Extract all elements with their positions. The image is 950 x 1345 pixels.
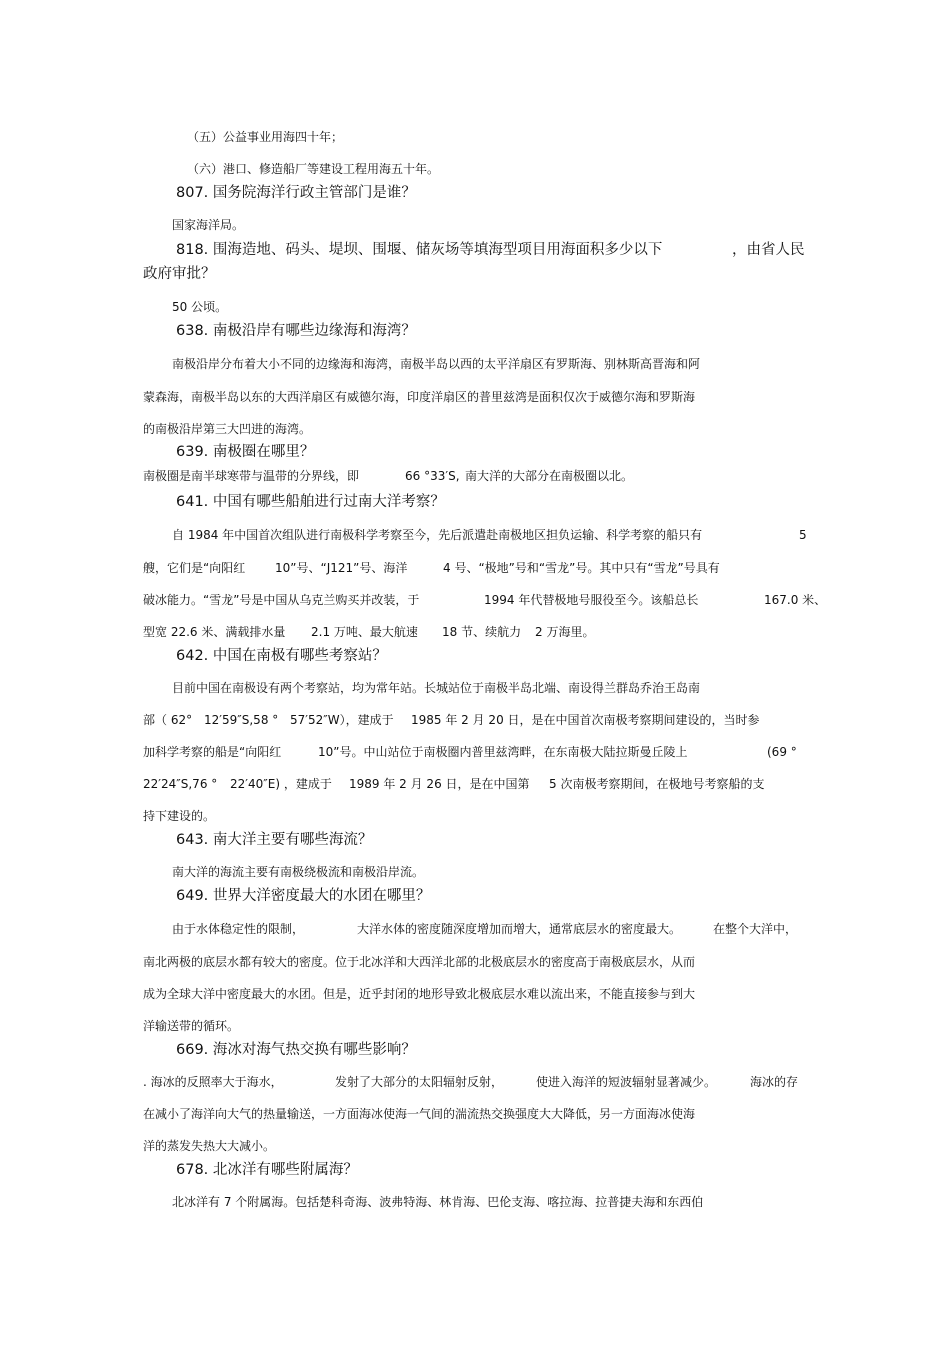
answer-text: 5 次南极考察期间，在极地号考察船的支: [549, 777, 765, 791]
text-line: （六）港口、修造船厂等建设工程用海五十年。: [187, 162, 440, 176]
answer-text: 目前中国在南极设有两个考察站，均为常年站。长城站位于南极半岛北端、南设得兰群岛乔治王岛南: [172, 681, 701, 695]
answer-text: 海冰的存: [750, 1075, 799, 1089]
answer-text: 洋输送带的循环。: [143, 1019, 240, 1033]
answer-text: 22′40″E) ，建成于: [230, 777, 332, 791]
answer-text: 洋的蒸发失热大大减小。: [143, 1139, 276, 1153]
answer-text: 南大洋的大部分在南极圈以北。: [465, 469, 634, 483]
answer-text: 南极圈是南半球寒带与温带的分界线，即: [143, 469, 360, 483]
question-heading: 642. 中国在南极有哪些考察站？: [176, 648, 387, 664]
question-heading: 669. 海冰对海气热交换有哪些影响？: [176, 1042, 416, 1058]
answer-text: 22′24″S,76 °: [143, 777, 218, 791]
answer-text: 2 万海里。: [535, 625, 595, 639]
answer-text: 南大洋的海流主要有南极绕极流和南极沿岸流。: [172, 865, 425, 879]
question-heading: 649. 世界大洋密度最大的水团在哪里？: [176, 888, 431, 904]
answer-text: 艘，它们是“向阳红: [143, 561, 246, 575]
question-heading: 政府审批？: [143, 266, 216, 282]
question-heading: 638. 南极沿岸有哪些边缘海和海湾？: [176, 323, 416, 339]
answer-text: 66 °33′S,: [405, 469, 460, 483]
answer-text: 国家海洋局。: [172, 218, 245, 232]
answer-text: (69 °: [767, 745, 797, 759]
answer-text: 1989 年 2 月 26 日，是在中国第: [349, 777, 530, 791]
answer-text: 部（ 62°: [143, 713, 193, 727]
question-heading: 639. 南极圈在哪里？: [176, 444, 315, 460]
answer-text: 50 公顷。: [172, 300, 228, 314]
answer-text: 的南极沿岸第三大凹进的海湾。: [143, 422, 312, 436]
answer-text: 由于水体稳定性的限制，: [172, 922, 305, 936]
question-heading: 678. 北冰洋有哪些附属海？: [176, 1162, 358, 1178]
answer-text: 南极沿岸分布着大小不同的边缘海和海湾，南极半岛以西的太平洋扇区有罗斯海、别林斯高晋海和阿: [172, 357, 701, 371]
answer-text: 自 1984 年中国首次组队进行南极科学考察至今，先后派遣赴南极地区担负运输、科学考察的船只有: [172, 528, 703, 542]
answer-text: 167.0 米、: [764, 593, 827, 607]
answer-text: 蒙森海，南极半岛以东的大西洋扇区有威德尔海，印度洋扇区的普里兹湾是面积仅次于威德尔海和罗斯海: [143, 390, 696, 404]
question-heading: 807. 国务院海洋行政主管部门是谁？: [176, 185, 416, 201]
answer-text: 18 节、续航力: [442, 625, 522, 639]
answer-text: 57′52″W），建成于: [290, 713, 394, 727]
answer-text: 5: [799, 528, 807, 542]
answer-text: . 海冰的反照率大于海水，: [143, 1075, 283, 1089]
answer-text: 型宽 22.6 米、满载排水量: [143, 625, 286, 639]
answer-text: 南北两极的底层水都有较大的密度。位于北冰洋和大西洋北部的北极底层水的密度高于南极底层水，从而: [143, 955, 696, 969]
answer-text: 10”号。中山站位于南极圈内普里兹湾畔，在东南极大陆拉斯曼丘陵上: [318, 745, 688, 759]
answer-text: 成为全球大洋中密度最大的水团。但是，近乎封闭的地形导致北极底层水难以流出来，不能直接参与到大: [143, 987, 696, 1001]
answer-text: 在整个大洋中，: [713, 922, 798, 936]
answer-text: 破冰能力。“雪龙”号是中国从乌克兰购买并改装，于: [143, 593, 420, 607]
answer-text: 北冰洋有 7 个附属海。包括楚科奇海、波弗特海、林肯海、巴伦支海、喀拉海、拉普捷夫海和东西伯: [172, 1195, 704, 1209]
answer-text: 发射了大部分的太阳辐射反射，: [335, 1075, 504, 1089]
answer-text: 大洋水体的密度随深度增加而增大，通常底层水的密度最大。: [357, 922, 682, 936]
question-heading: 641. 中国有哪些船舶进行过南大洋考察？: [176, 494, 445, 510]
question-heading: ，由省人民: [732, 242, 805, 258]
question-heading: 818. 围海造地、码头、堤坝、围堰、储灰场等填海型项目用海面积多少以下: [176, 242, 663, 258]
answer-text: 使进入海洋的短波辐射显著减少。: [536, 1075, 717, 1089]
question-heading: 643. 南大洋主要有哪些海流？: [176, 832, 373, 848]
answer-text: 2.1 万吨、最大航速: [311, 625, 418, 639]
text-line: （五）公益事业用海四十年；: [187, 130, 344, 144]
answer-text: 在减小了海洋向大气的热量输送，一方面海冰使海一气间的湍流热交换强度大大降低，另一方面海冰使海: [143, 1107, 696, 1121]
answer-text: 1994 年代替极地号服役至今。该船总长: [484, 593, 699, 607]
answer-text: 10”号、“J121”号、海洋: [275, 561, 408, 575]
answer-text: 1985 年 2 月 20 日，是在中国首次南极考察期间建设的，当时参: [411, 713, 760, 727]
answer-text: 4 号、“极地”号和“雪龙”号。其中只有“雪龙”号具有: [443, 561, 720, 575]
answer-text: 加科学考察的船是“向阳红: [143, 745, 282, 759]
answer-text: 持下建设的。: [143, 809, 216, 823]
answer-text: 12′59″S,58 °: [204, 713, 279, 727]
